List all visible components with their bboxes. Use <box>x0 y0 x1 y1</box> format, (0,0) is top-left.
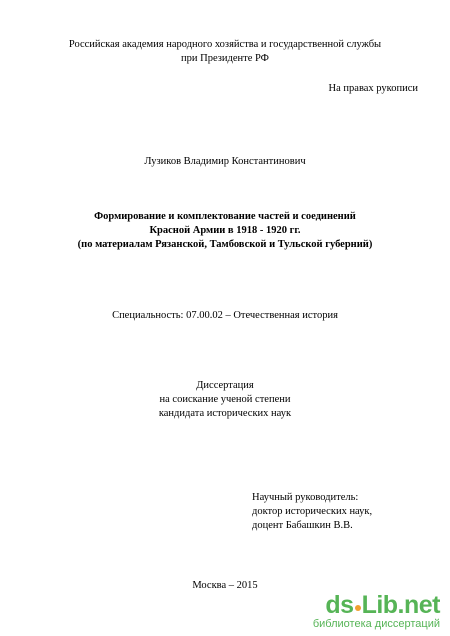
watermark-logo-left: ds <box>325 591 354 619</box>
degree-line-1: Диссертация <box>196 380 254 391</box>
watermark-subtitle: библиотека диссертаций <box>312 618 440 630</box>
title-line-1: Формирование и комплектование частей и соединений <box>94 211 356 222</box>
watermark-dot-icon <box>355 605 361 611</box>
supervisor-line-2: доктор исторических наук, <box>252 506 373 517</box>
author-name: Лузиков Владимир Константинович <box>144 156 306 167</box>
watermark-logo <box>266 592 444 632</box>
supervisor-line-3: доцент Бабашкин В.В. <box>252 520 353 531</box>
degree-line-2: на соискание ученой степени <box>159 394 291 405</box>
city-year: Москва – 2015 <box>192 580 258 591</box>
specialty: Специальность: 07.00.02 – Отечественная история <box>112 310 338 321</box>
watermark-logo-text <box>325 592 440 618</box>
degree-line-3: кандидата исторических наук <box>158 408 292 419</box>
manuscript-note: На правах рукописи <box>328 83 418 94</box>
title-line-3: (по материалам Рязанской, Тамбовской и Тульской губерний) <box>77 239 373 250</box>
title-line-2: Красной Армии в 1918 - 1920 гг. <box>149 225 301 236</box>
watermark-logo-right: Lib.net <box>361 591 440 619</box>
supervisor-line-1: Научный руководитель: <box>252 492 359 503</box>
institution-line-2: при Президенте РФ <box>181 53 269 64</box>
institution-line-1: Российская академия народного хозяйства и государственной службы <box>68 39 382 50</box>
